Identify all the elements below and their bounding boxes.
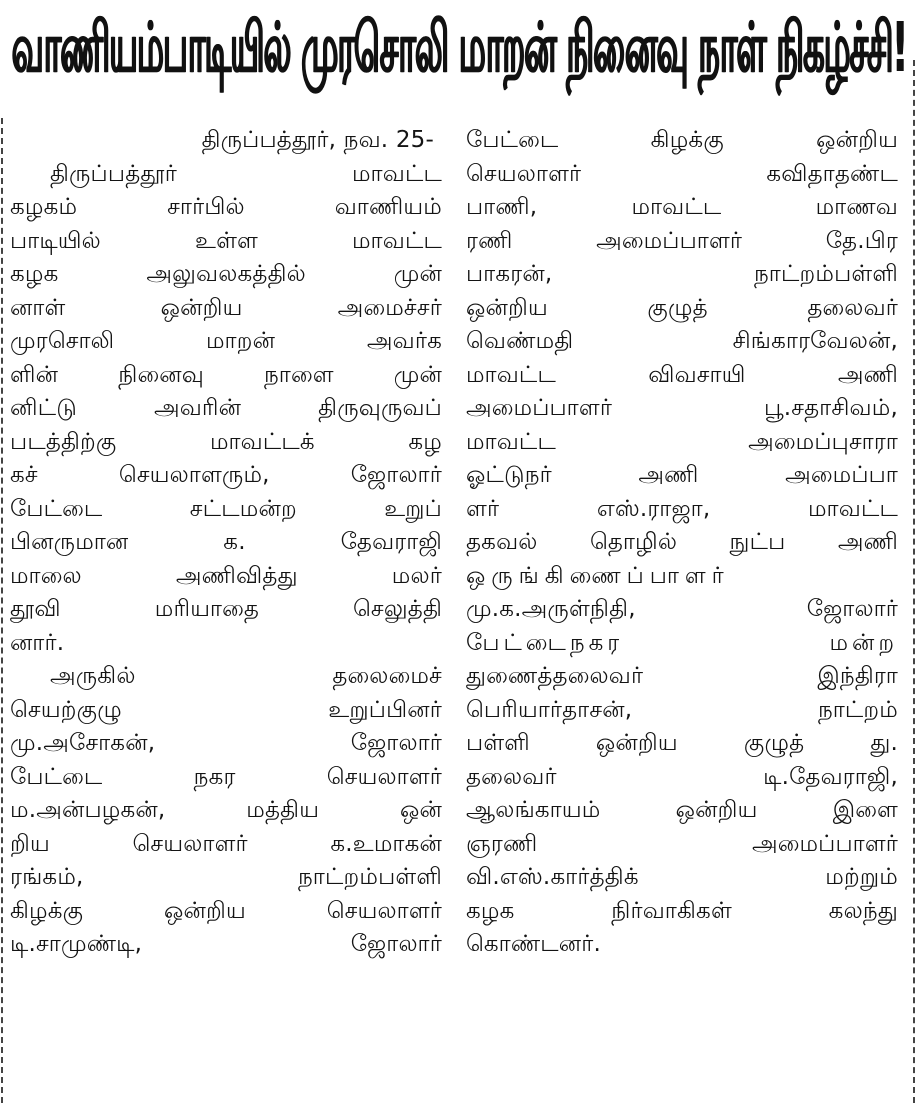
article-line: பேட்டை கிழக்கு ஒன்றிய [466,127,898,153]
article-column-2 [466,124,898,962]
article-line: தலைவர் டி.தேவராஜி, [466,763,898,790]
article-column-1 [10,124,442,962]
article-line: கழக நிர்வாகிகள் கலந்து [466,897,898,924]
article-line: செயலாளர் கவிதாதண்ட [466,160,898,187]
article-line: பெரியார்தாசன், நாட்றம் [466,696,898,723]
article-line: னார். [10,629,65,656]
article-line: மாவட்ட அமைப்புசாரா [466,428,898,455]
article-line: பள்ளி ஒன்றிய குழுத் து. [466,730,898,756]
article-line: அருகில் தலைமைச் [50,663,442,689]
article-line: திருப்பத்தூர் மாவட்ட [50,160,442,187]
article-line: றிய செயலாளர் க.உமாகன் [10,830,442,857]
article-line: ஞரணி அமைப்பாளர் [466,830,898,857]
article-line: மு.அசோகன், ஜோலார் [10,730,442,756]
article-line: ஆலங்காயம் ஒன்றிய இளை [466,797,898,823]
article-line: ம.அன்பழகன், மத்திய ஒன் [10,797,442,823]
article-line: டி.சாமுண்டி, ஜோலார் [10,931,442,957]
article-line: கழகம் சார்பில் வாணியம் [10,194,442,220]
article-line: மாலை அணிவித்து மலர் [10,562,442,589]
article-line: செயற்குழு உறுப்பினர் [10,696,442,723]
article-line: னிட்டு அவரின் திருவுருவப் [10,395,442,421]
article-line: ரங்கம், நாட்றம்பள்ளி [10,864,442,890]
article-line: ளின் நினைவு நாளை முன் [10,361,442,388]
dashed-border-right [913,60,915,1103]
article-line: பாகரன், நாட்றம்பள்ளி [466,261,898,287]
article-line: அமைப்பாளர் பூ.சதாசிவம், [466,395,898,421]
article-line: ஓட்டுநர் அணி அமைப்பா [466,462,898,488]
article-line: பேட்டைநகர மன்ற [466,629,898,656]
headline [4,6,914,102]
article-line: மு.க.அருள்நிதி, ஜோலார் [466,596,898,622]
article-line: தூவி மரியாதை செலுத்தி [10,596,442,622]
article-line: துணைத்தலைவர் இந்திரா [466,663,898,689]
article-line: தகவல் தொழில் நுட்ப அணி [466,529,898,555]
article-line: முரசொலி மாறன் அவர்க [10,328,442,354]
article-line: ஒன்றிய குழுத் தலைவர் [466,294,898,321]
article-line: பாணி, மாவட்ட மாணவ [466,194,898,220]
article-line: பினருமான க. தேவராஜி [10,529,442,555]
article-line: பேட்டை நகர செயலாளர் [10,763,442,790]
article-line: கிழக்கு ஒன்றிய செயலாளர் [10,897,442,924]
article-line: வெண்மதி சிங்காரவேலன், [466,328,898,354]
article-line: கழக அலுவலகத்தில் முன் [10,261,442,287]
article-line: வி.எஸ்.கார்த்திக் மற்றும் [466,864,898,890]
article-line: னாள் ஒன்றிய அமைச்சர் [10,294,442,321]
article-line: பேட்டை சட்டமன்ற உறுப் [10,495,442,522]
article-line: மாவட்ட விவசாயி அணி [466,361,898,388]
article-line: கொண்டனர். [466,931,602,957]
article-line: பாடியில் உள்ள மாவட்ட [10,227,442,254]
article-line: ரணி அமைப்பாளர் தே.பிர [466,227,898,254]
headline-text: வாணியம்பாடியில் முரசொலி மாறன் நினைவு நாள் நிகழ்ச்சி! [11,10,907,89]
article-line: ஒருங்கிணைப்பாளர் [466,562,730,589]
article-line: படத்திற்கு மாவட்டக் கழ [10,428,442,455]
dateline: திருப்பத்தூர், நவ. 25- [201,127,434,153]
dashed-border-left [1,118,3,1103]
article-line: ளர் எஸ்.ராஜா, மாவட்ட [466,495,898,522]
article-line: கச் செயலாளரும், ஜோலார் [10,462,442,488]
